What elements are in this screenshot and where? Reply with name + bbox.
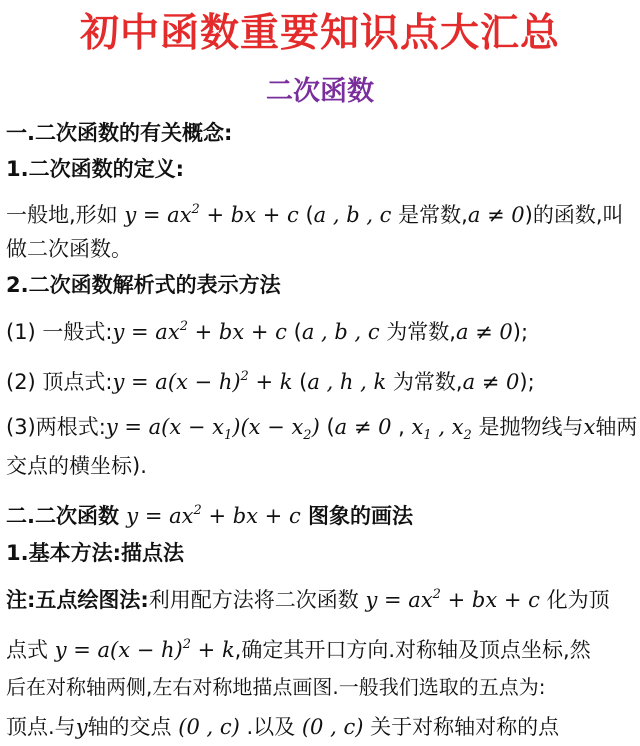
heading-method: 1.基本方法:描点法 <box>6 541 184 565</box>
definition-line: 一般地,形如 $y = ax^2$ + bx + c (a , b , c 是常数,a ≠ 0)的函数,叫 <box>6 202 624 227</box>
heading-concepts: 一.二次函数的有关概念: <box>6 121 233 145</box>
vertex-form-line: (2) 顶点式:y = $a(x - h)^2 + k$ (a , h , k 为常数,a ≠ 0); <box>6 369 535 394</box>
definition-line-2: 做二次函数。 <box>6 237 132 261</box>
heading-forms: 2.二次函数解析式的表示方法 <box>6 273 281 297</box>
roots-form-line-2: 交点的横坐标). <box>6 454 147 478</box>
five-points-line: 顶点.与y轴的交点 (0 , c) .以及 (0 , c) 关于对称轴对称的点 <box>6 715 560 739</box>
plot-steps-line: 后在对称轴两侧,左右对称地描点画图.一般我们选取的五点为: <box>6 675 546 699</box>
vertex-form-line-2: 点式 $y = a(x - h)^2 + k$,确定其开口方向.对称轴及顶点坐标,然 <box>6 637 591 662</box>
heading-graphing: 二.二次函数 $y = ax^2$ + bx + c 图象的画法 <box>6 503 414 528</box>
formula-general: $y = ax^2$ + bx + c <box>124 202 299 227</box>
formula-general-2: $y = ax^2$ + bx + c <box>112 319 287 344</box>
general-form-line: (1) 一般式:y = $ax^2$ + bx + c (a , b , c 为常数,a ≠ 0); <box>6 319 529 344</box>
five-point-line: 注:五点绘图法:利用配方法将二次函数 $y = ax^2$ + bx + c 化为顶 <box>6 587 610 612</box>
section-subtitle: 二次函数 <box>266 76 374 107</box>
roots-form-line: (3)两根式:y = $a(x - x_1)(x - x_2)$ (a ≠ 0 , $x_1$ , $x_2$ 是抛物线与x轴两 <box>6 415 638 443</box>
formula-roots: $y = a(x - x_1)(x - x_2)$ <box>105 415 320 443</box>
page-title: 初中函数重要知识点大汇总 <box>79 11 560 56</box>
formula-vertex: $y = a(x - h)^2 + k$ <box>112 369 293 394</box>
heading-definition: 1.二次函数的定义: <box>6 157 184 181</box>
